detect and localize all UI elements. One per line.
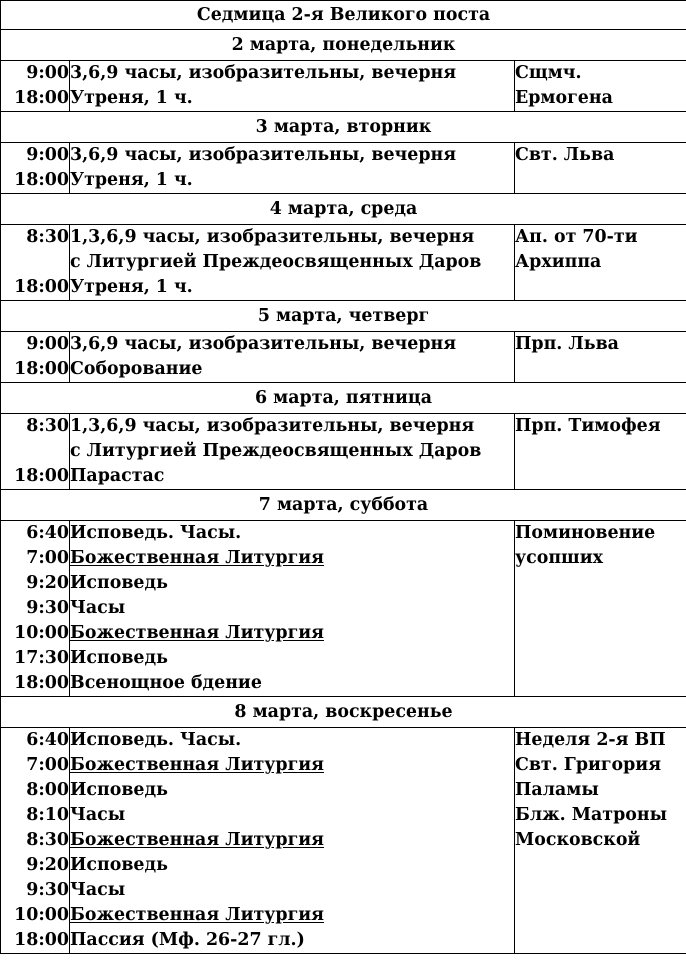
service-text: Исповедь — [70, 648, 168, 668]
service-name — [70, 414, 514, 439]
day-schedule-row — [1, 728, 686, 954]
service-time: 7:00 — [26, 548, 69, 568]
services-cell — [70, 143, 515, 194]
service-time: 18:00 — [14, 930, 69, 950]
service-name — [70, 803, 514, 828]
saint-line: Ап. от 70-ти — [515, 227, 638, 247]
saint-cell — [515, 225, 686, 301]
service-text: 3,6,9 часы, изобразительны, вечерня — [70, 145, 457, 165]
services-cell — [70, 414, 515, 490]
service-name — [70, 464, 514, 489]
services-cell — [70, 61, 515, 112]
saint-line: Ермогена — [515, 88, 613, 108]
liturgy-link-text: Божественная Литургия — [70, 548, 324, 568]
service-text: Парастас — [70, 466, 165, 486]
service-name — [70, 671, 514, 696]
times-cell — [1, 414, 70, 490]
day-header: 5 марта, четверг — [1, 301, 686, 332]
saint-line: Паламы — [515, 780, 599, 800]
service-text: Исповедь. Часы. — [70, 523, 242, 543]
saint-line: Прп. Льва — [515, 334, 619, 354]
service-name — [70, 928, 514, 953]
service-name — [70, 86, 514, 111]
service-name — [70, 168, 514, 193]
day-schedule-row — [1, 143, 686, 194]
service-name — [70, 753, 514, 778]
service-name — [70, 571, 514, 596]
service-time: 6:40 — [26, 730, 69, 750]
day-header: 3 марта, вторник — [1, 112, 686, 143]
service-text: Соборование — [70, 359, 203, 379]
service-text: Утреня, 1 ч. — [70, 88, 193, 108]
service-name — [70, 143, 514, 168]
times-cell — [1, 521, 70, 697]
service-text: 3,6,9 часы, изобразительны, вечерня — [70, 63, 457, 83]
service-time: 8:00 — [26, 780, 69, 800]
week-title: Седмица 2-я Великого поста — [1, 1, 686, 30]
day-schedule-row — [1, 414, 686, 490]
day-header-row — [1, 112, 686, 143]
service-name — [70, 250, 514, 275]
services-cell — [70, 521, 515, 697]
service-time: 6:40 — [26, 523, 69, 543]
day-header-row — [1, 30, 686, 61]
service-time: 7:00 — [26, 755, 69, 775]
service-text: Утреня, 1 ч. — [70, 170, 193, 190]
service-time: 9:00 — [26, 334, 69, 354]
liturgy-link-text: Божественная Литургия — [70, 623, 324, 643]
service-text: Исповедь. Часы. — [70, 730, 242, 750]
saint-line: Поминовение — [515, 523, 656, 543]
service-time: 9:20 — [26, 573, 69, 593]
service-text: Часы — [70, 598, 126, 618]
saint-line: Московской — [515, 830, 641, 850]
service-time: 9:30 — [26, 880, 69, 900]
service-name — [70, 778, 514, 803]
times-cell — [1, 143, 70, 194]
day-header: 8 марта, воскресенье — [1, 697, 686, 728]
service-time: 10:00 — [14, 623, 69, 643]
service-text: Утреня, 1 ч. — [70, 277, 193, 297]
service-time: 8:30 — [26, 227, 69, 247]
schedule-body — [1, 1, 686, 954]
times-cell — [1, 728, 70, 954]
service-text: с Литургией Преждеосвященных Даров — [70, 441, 482, 461]
saint-cell — [515, 414, 686, 490]
saint-line: Сщмч. — [515, 63, 582, 83]
day-header: 6 марта, пятница — [1, 383, 686, 414]
saint-cell — [515, 728, 686, 954]
service-text: Часы — [70, 805, 126, 825]
service-time: 10:00 — [14, 905, 69, 925]
service-time: 8:30 — [26, 416, 69, 436]
day-header: 4 марта, среда — [1, 194, 686, 225]
day-schedule-row — [1, 61, 686, 112]
service-text: 1,3,6,9 часы, изобразительны, вечерня — [70, 416, 475, 436]
saint-cell — [515, 61, 686, 112]
day-header: 7 марта, суббота — [1, 490, 686, 521]
services-cell — [70, 225, 515, 301]
day-header: 2 марта, понедельник — [1, 30, 686, 61]
saint-line: Архиппа — [515, 252, 602, 272]
services-cell — [70, 728, 515, 954]
service-time: 18:00 — [14, 466, 69, 486]
liturgy-link-text: Божественная Литургия — [70, 755, 324, 775]
saint-line: Блж. Матроны — [515, 805, 668, 825]
times-cell — [1, 225, 70, 301]
service-name — [70, 521, 514, 546]
service-time — [1, 250, 69, 275]
service-time: 18:00 — [14, 170, 69, 190]
service-name — [70, 61, 514, 86]
saint-line: Свт. Григория — [515, 755, 662, 775]
times-cell — [1, 61, 70, 112]
saint-line: Неделя 2-я ВП — [515, 730, 666, 750]
day-header-row — [1, 490, 686, 521]
service-name — [70, 903, 514, 928]
service-text: 1,3,6,9 часы, изобразительны, вечерня — [70, 227, 475, 247]
saint-cell — [515, 143, 686, 194]
service-time: 9:20 — [26, 855, 69, 875]
day-header-row — [1, 194, 686, 225]
service-time: 8:30 — [26, 830, 69, 850]
service-time: 18:00 — [14, 673, 69, 693]
service-text: Пассия (Мф. 26-27 гл.) — [70, 930, 305, 950]
service-name — [70, 546, 514, 571]
saint-line: Прп. Тимофея — [515, 416, 661, 436]
day-header-row — [1, 697, 686, 728]
times-cell — [1, 332, 70, 383]
service-name — [70, 878, 514, 903]
service-text: Исповедь — [70, 855, 168, 875]
service-name — [70, 853, 514, 878]
service-time: 18:00 — [14, 277, 69, 297]
service-time: 8:10 — [26, 805, 69, 825]
saint-cell — [515, 332, 686, 383]
service-name — [70, 332, 514, 357]
title-row — [1, 1, 686, 30]
service-name — [70, 357, 514, 382]
liturgy-link-text: Божественная Литургия — [70, 830, 324, 850]
service-text: 3,6,9 часы, изобразительны, вечерня — [70, 334, 457, 354]
day-schedule-row — [1, 225, 686, 301]
service-text: Исповедь — [70, 573, 168, 593]
day-schedule-row — [1, 521, 686, 697]
service-time: 18:00 — [14, 359, 69, 379]
service-time: 18:00 — [14, 88, 69, 108]
saint-line: усопших — [515, 548, 604, 568]
service-time: 17:30 — [14, 648, 69, 668]
service-name — [70, 275, 514, 300]
service-name — [70, 728, 514, 753]
services-cell — [70, 332, 515, 383]
day-schedule-row — [1, 332, 686, 383]
service-time: 9:30 — [26, 598, 69, 618]
service-time: 9:00 — [26, 63, 69, 83]
service-text: Исповедь — [70, 780, 168, 800]
day-header-row — [1, 301, 686, 332]
saint-line: Свт. Льва — [515, 145, 615, 165]
service-time — [1, 439, 69, 464]
service-time: 9:00 — [26, 145, 69, 165]
service-text: Всенощное бдение — [70, 673, 262, 693]
liturgy-link-text: Божественная Литургия — [70, 905, 324, 925]
service-text: Часы — [70, 880, 126, 900]
service-name — [70, 621, 514, 646]
service-name — [70, 439, 514, 464]
service-name — [70, 828, 514, 853]
service-name — [70, 596, 514, 621]
service-name — [70, 225, 514, 250]
day-header-row — [1, 383, 686, 414]
service-text: с Литургией Преждеосвященных Даров — [70, 252, 482, 272]
service-name — [70, 646, 514, 671]
saint-cell — [515, 521, 686, 697]
